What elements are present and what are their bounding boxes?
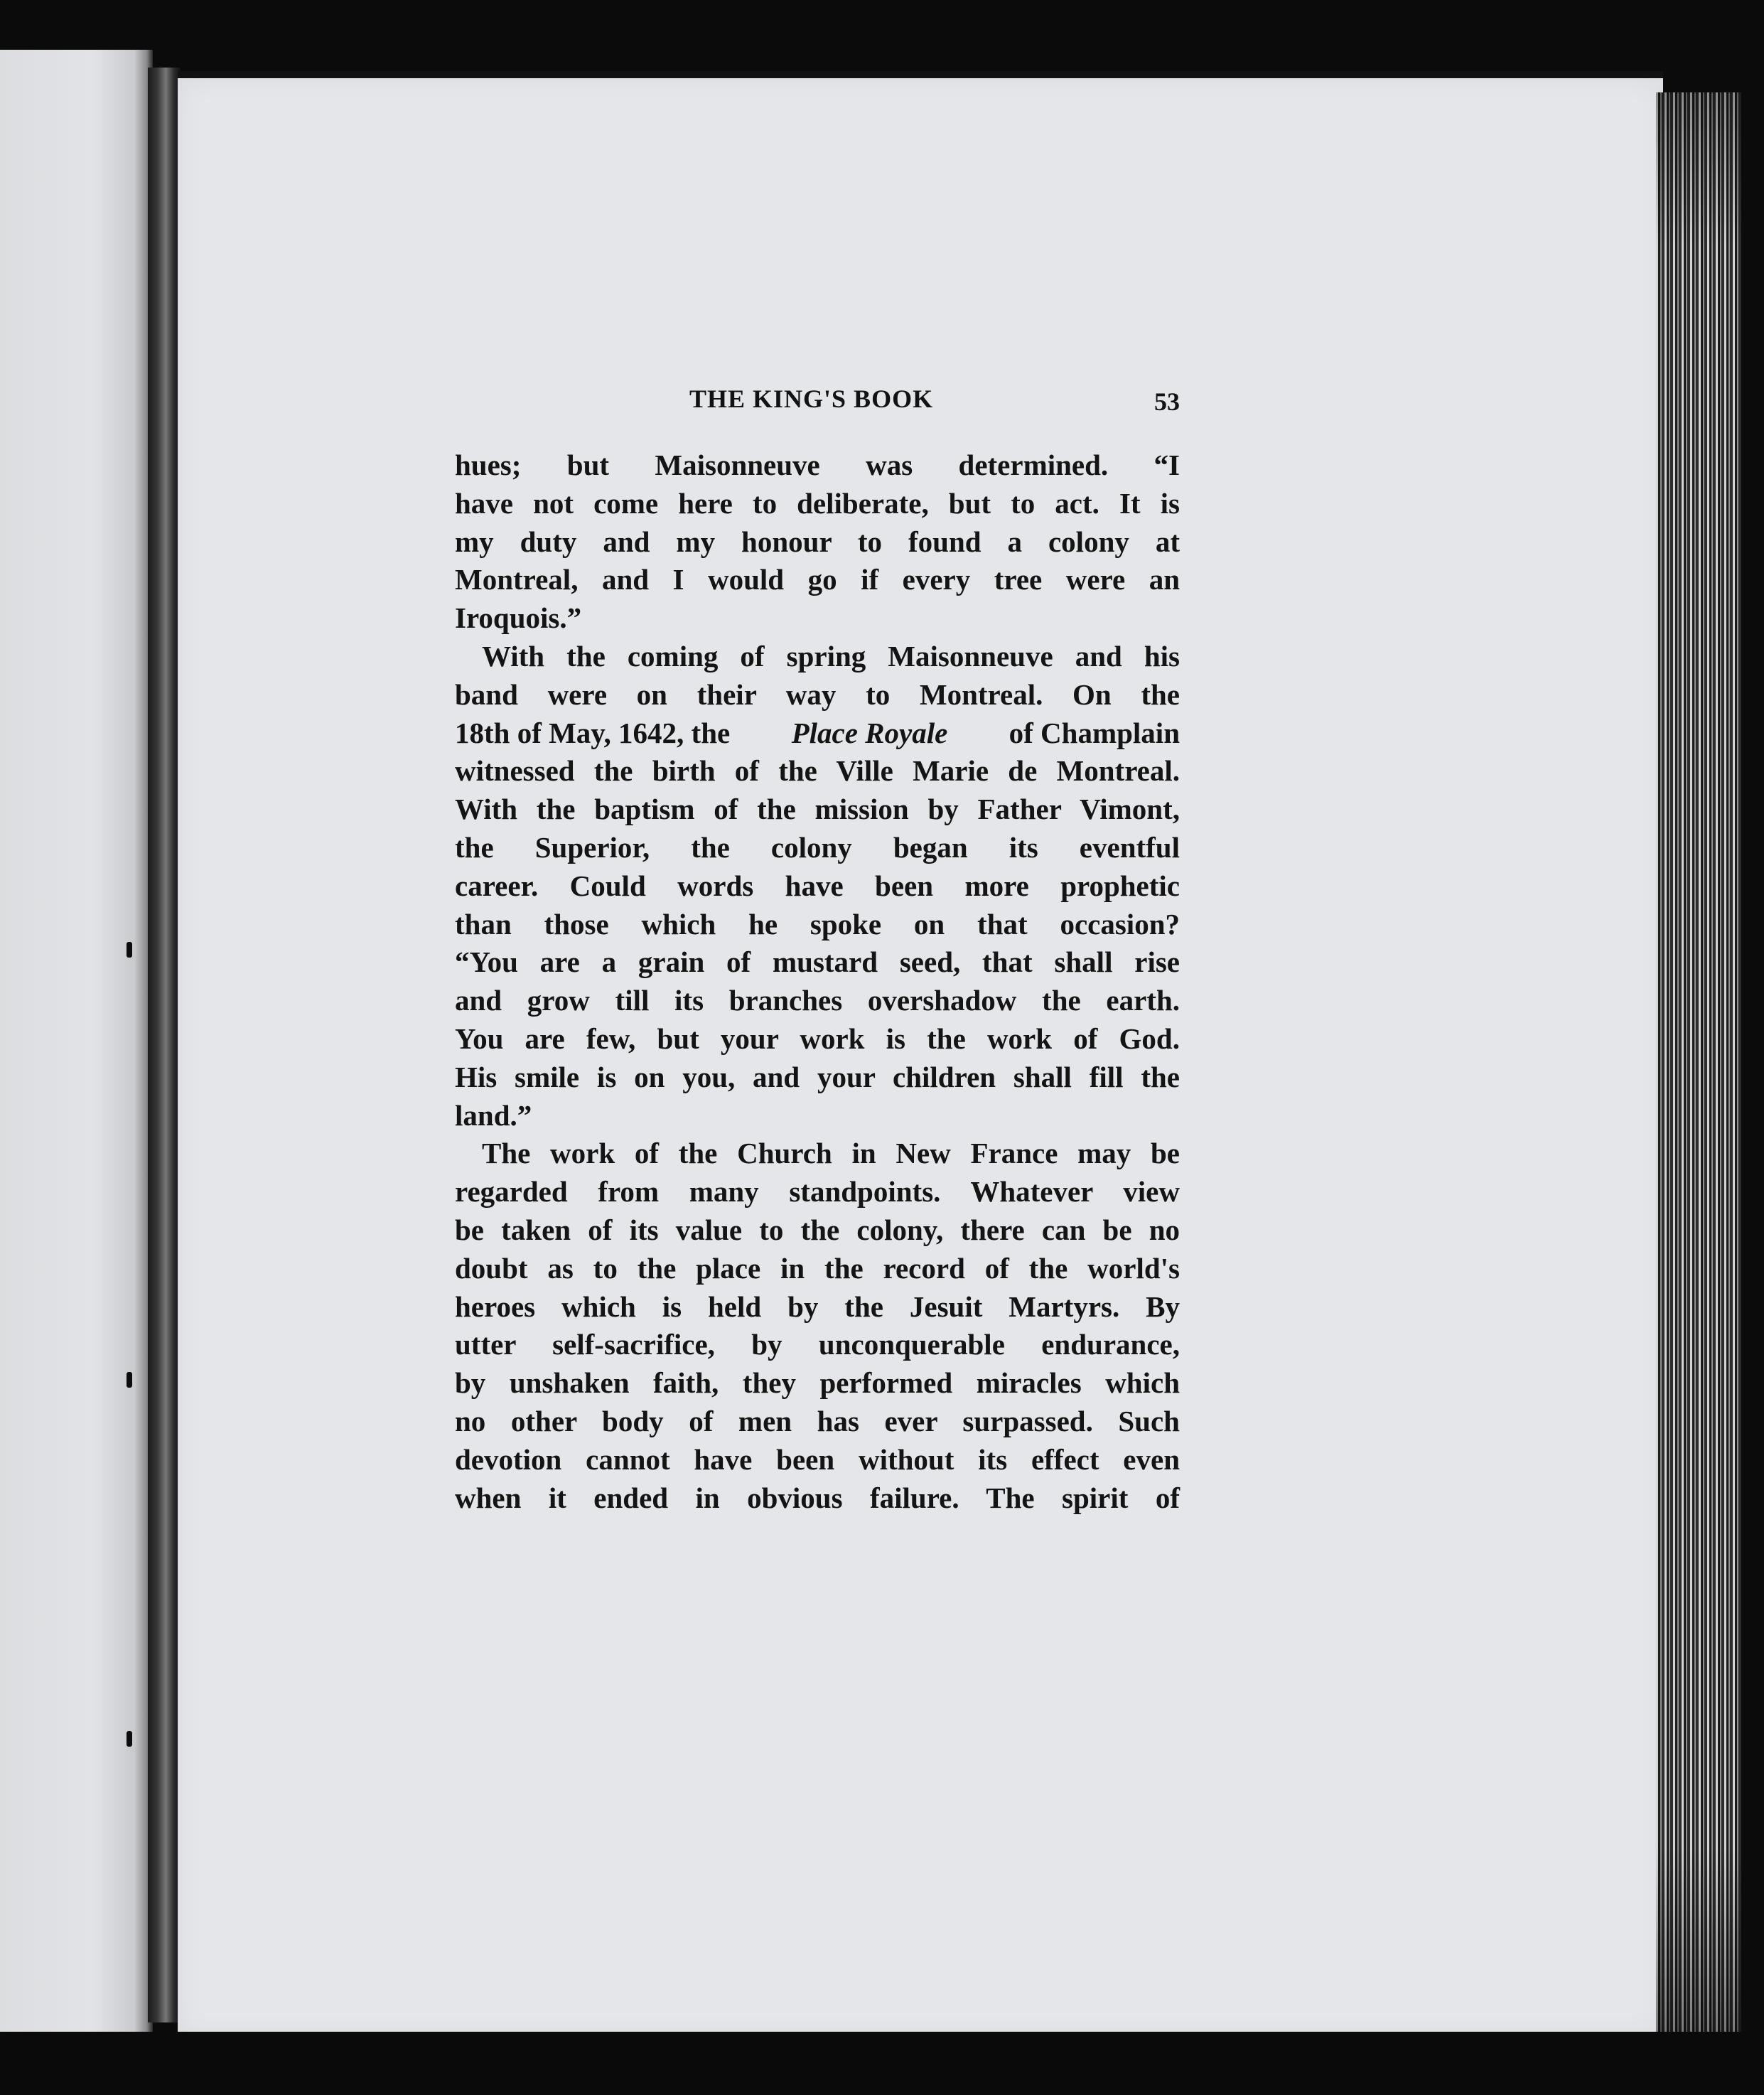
text-line: doubt as to the place in the record of the world's (455, 1251, 1180, 1285)
text-line: regarded from many standpoints. Whatever view (455, 1175, 1180, 1209)
text-line: band were on their way to Montreal. On the (455, 677, 1180, 711)
text-line: His smile is on you, and your children shall fill the (455, 1060, 1180, 1093)
text-line: hues; but Maisonneuve was determined. “I (455, 449, 1180, 481)
page-number: 53 (1154, 387, 1180, 416)
text-fragment: of Champlain (1009, 716, 1180, 749)
text-line: when it ended in obvious failure. The spirit of (455, 1481, 1180, 1514)
text-line: the Superior, the colony began its eventful (455, 830, 1180, 864)
text-line: utter self-sacrifice, by unconquerable endurance, (455, 1328, 1180, 1361)
text-fragment: 18th of May, 1642, the (455, 716, 731, 749)
binding-mark (127, 1372, 132, 1388)
binding-mark (127, 1731, 132, 1747)
text-line: be taken of its value to the colony, there can be no (455, 1213, 1180, 1246)
paragraph (455, 446, 1180, 638)
text-line: no other body of men has ever surpassed. Such (455, 1404, 1180, 1437)
text-line: have not come here to deliberate, but to act. It is (455, 486, 1180, 520)
page-header (455, 384, 1180, 427)
running-title: THE KING'S BOOK (689, 385, 934, 413)
text-line: witnessed the birth of the Ville Marie de Montreal. (455, 754, 1180, 788)
text-line-with-italic (455, 714, 1180, 753)
body-text (455, 446, 1180, 1517)
paragraph (455, 638, 1180, 1135)
text-line: “You are a grain of mustard seed, that shall rise (455, 945, 1180, 979)
binding-mark (127, 942, 132, 958)
text-line: The work of the Church in New France may be (482, 1137, 1180, 1170)
text-line: by unshaken faith, they performed miracles which (455, 1366, 1180, 1400)
page-edges-shadow (1656, 92, 1741, 2040)
text-line: You are few, but your work is the work of God. (455, 1022, 1180, 1055)
text-line: Montreal, and I would go if every tree were an (455, 563, 1180, 596)
book-gutter (148, 68, 181, 2022)
text-line: and grow till its branches overshadow the earth. (455, 984, 1180, 1017)
italic-place-name: Place Royale (791, 716, 948, 749)
text-line: devotion cannot have been without its effect even (455, 1442, 1180, 1476)
text-line: With the baptism of the mission by Father Vimont, (455, 793, 1180, 826)
text-line: heroes which is held by the Jesuit Martyrs. By (455, 1290, 1180, 1323)
paragraph (455, 1135, 1180, 1517)
text-line: With the coming of spring Maisonneuve and his (482, 639, 1180, 673)
scan-bottom-border (0, 2032, 1764, 2095)
text-line: Iroquois.” (455, 601, 582, 635)
text-line: land.” (455, 1098, 532, 1132)
text-line: than those which he spoke on that occasion? (455, 907, 1180, 941)
text-line: my duty and my honour to found a colony at (455, 525, 1180, 558)
text-line: career. Could words have been more prophetic (455, 869, 1180, 902)
